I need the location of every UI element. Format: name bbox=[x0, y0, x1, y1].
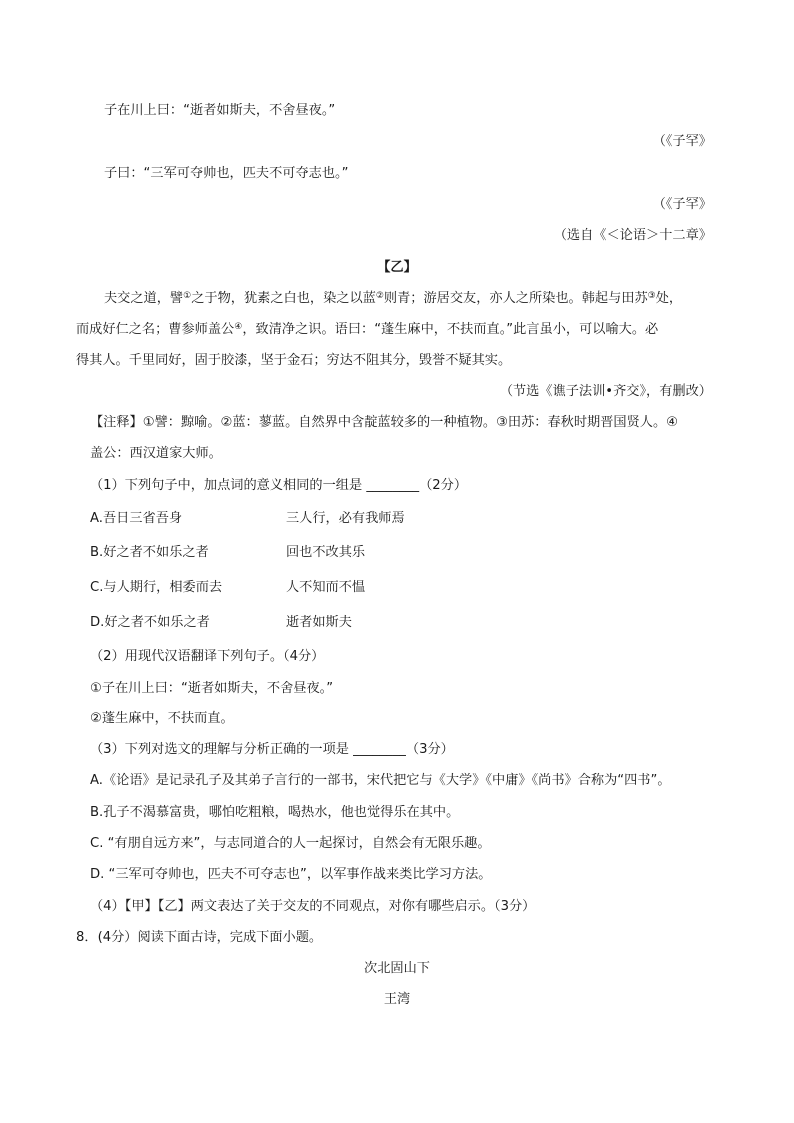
yi-text: 处， bbox=[655, 291, 683, 306]
footnote-marker: ② bbox=[375, 291, 384, 301]
footnote-marker: ① bbox=[183, 291, 192, 301]
jia-source-3: （选自《＜论语＞十二章》 bbox=[553, 228, 712, 243]
jia-source-1: （《子罕》 bbox=[652, 134, 712, 149]
poem-title: 次北固山下 bbox=[364, 961, 430, 976]
yi-text: 而成好仁之名；曹参师盖公 bbox=[76, 322, 235, 337]
jia-line-1: 子在川上曰：“逝者如斯夫，不舍昼夜。” bbox=[104, 103, 336, 118]
q1-option-c-right: 人不知而不愠 bbox=[286, 580, 366, 595]
notes-line-1: 【注释】①譬：黥喻。②蓝：蓼蓝。自然界中含靛蓝较多的一种植物。③田苏：春秋时期晋国贤人。④ bbox=[90, 415, 678, 430]
yi-text: 则青；游居交友，亦人之所染也。韩起与田苏 bbox=[383, 291, 648, 306]
yi-paragraph-line-2 bbox=[76, 323, 658, 336]
notes-line-2: 盖公：西汉道家大师。 bbox=[90, 446, 222, 461]
q1-option-a-left: A.吾日三省吾身 bbox=[90, 511, 183, 526]
q1-option-b-right: 回也不改其乐 bbox=[286, 545, 366, 560]
jia-line-2: 子曰：“三军可夺帅也，匹夫不可夺志也。” bbox=[104, 166, 349, 181]
q8-stem: 8．(4分）阅读下面古诗，完成下面小题。 bbox=[76, 930, 323, 945]
poem-author: 王湾 bbox=[383, 992, 411, 1007]
footnote-marker: ④ bbox=[234, 322, 243, 332]
q4-stem: （4）【甲】【乙】两文表达了关于交友的不同观点，对你有哪些启示。（3分） bbox=[90, 899, 536, 914]
q3-stem: （3）下列对选文的理解与分析正确的一项是 ________（3分） bbox=[90, 742, 454, 757]
yi-text: 夫交之道，譬 bbox=[104, 291, 184, 306]
yi-text: 之于物，犹素之白也，染之以蓝 bbox=[191, 291, 376, 306]
q1-option-c-left: C.与人期行，相委而去 bbox=[90, 580, 223, 595]
q1-option-b-left: B.好之者不如乐之者 bbox=[90, 545, 209, 560]
yi-text: ，致清净之识。语曰：“蓬生麻中，不扶而直。”此言虽小，可以喻大。必 bbox=[242, 322, 659, 337]
footnote-marker: ③ bbox=[647, 291, 656, 301]
q1-stem: （1）下列句子中，加点词的意义相同的一组是 ________（2分） bbox=[90, 478, 468, 493]
yi-source: （节选《谯子法训•齐交》，有删改） bbox=[499, 384, 712, 399]
q1-option-d-left: D.好之者不如乐之者 bbox=[90, 615, 210, 630]
q2-sentence-2: ②蓬生麻中，不扶而直。 bbox=[90, 711, 234, 726]
q1-option-d-right: 逝者如斯夫 bbox=[286, 615, 352, 630]
q2-sentence-1: ①子在川上曰：“逝者如斯夫，不舍昼夜。” bbox=[90, 681, 334, 696]
q2-stem: （2）用现代汉语翻译下列句子。（4分） bbox=[90, 649, 325, 664]
yi-heading: 【乙】 bbox=[377, 260, 417, 275]
q1-option-a-right: 三人行，必有我师焉 bbox=[286, 511, 405, 526]
yi-paragraph-line-1 bbox=[104, 292, 682, 305]
q3-option-b: B.孔子不渴慕富贵，哪怕吃粗粮，喝热水，他也觉得乐在其中。 bbox=[90, 805, 460, 820]
yi-paragraph-line-3: 得其人。千里同好，固于胶漆，坚于金石；穷达不阻其分，毁誉不疑其实。 bbox=[76, 353, 512, 368]
q3-option-a: A.《论语》是记录孔子及其弟子言行的一部书，宋代把它与《大学》《中庸》《尚书》合称为“四书”。 bbox=[90, 773, 671, 788]
jia-source-2: （《子罕》 bbox=[652, 197, 712, 212]
q3-option-c: C. “有朋自远方来”，与志同道合的人一起探讨，自然会有无限乐趣。 bbox=[90, 836, 491, 851]
q3-option-d: D. “三军可夺帅也，匹夫不可夺志也”，以军事作战来类比学习方法。 bbox=[90, 867, 492, 882]
